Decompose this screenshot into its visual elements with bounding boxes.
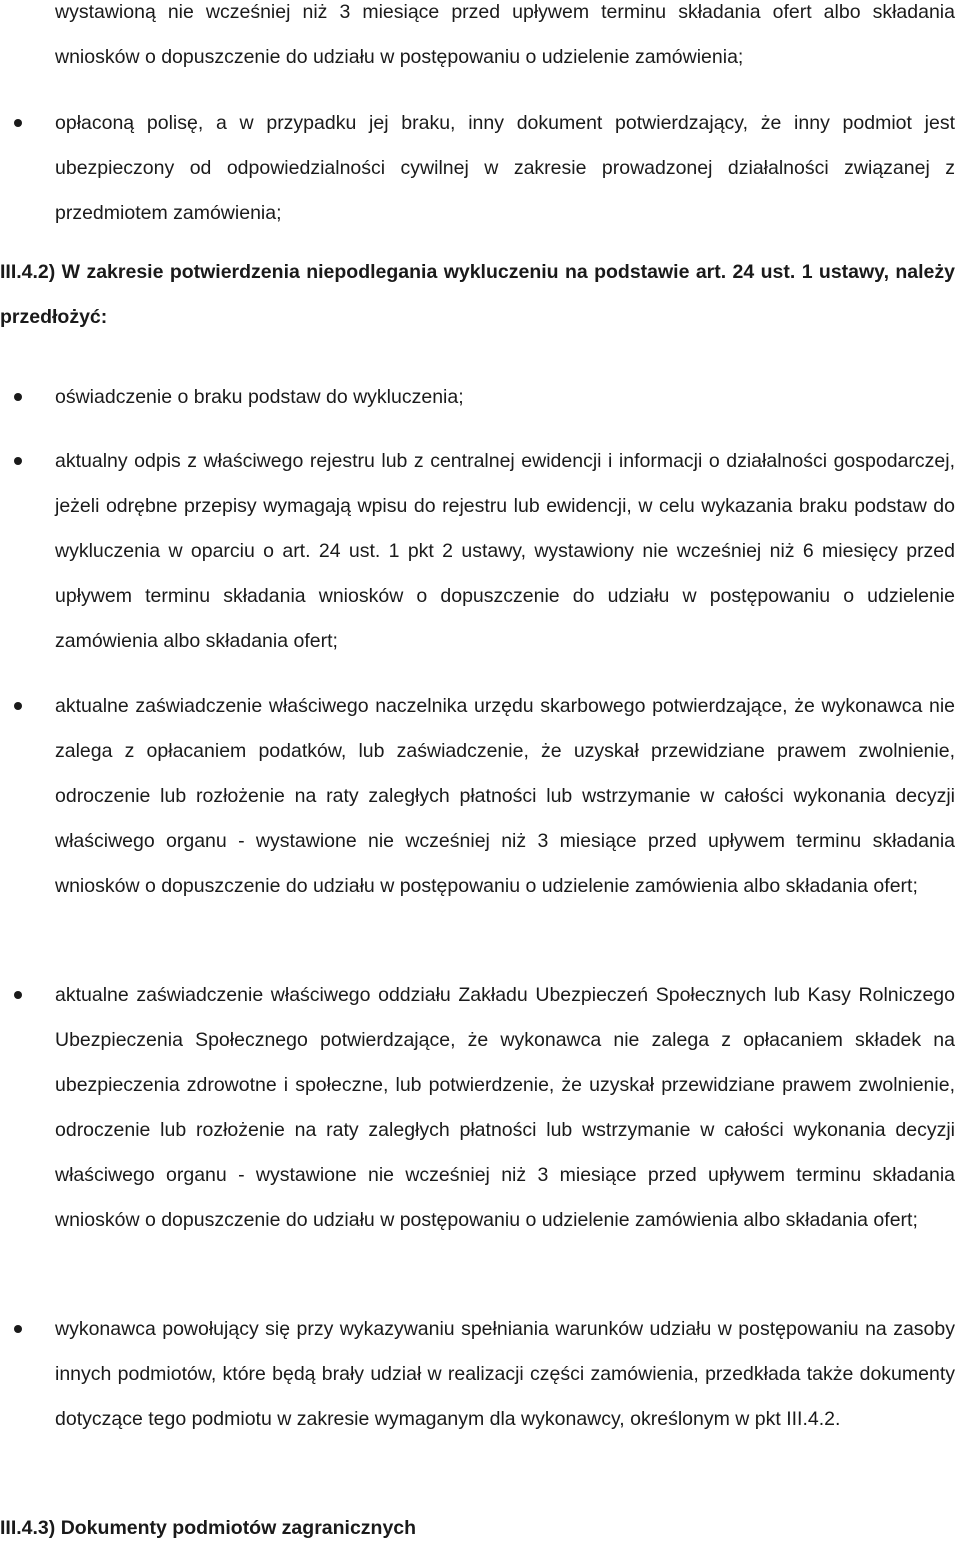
- bullet-icon: [14, 119, 22, 127]
- list-item: aktualne zaświadczenie właściwego oddziału Zakładu Ubezpieczeń Społecznych lub Kasy Rolniczego Ubezpieczenia Społecznego potwierdzające, że wykonawca nie zalega z opłacaniem składek na ubezpieczenia zdrowotne i społeczne, lub potwierdzenie, że uzyskał przewidziane prawem zwolnienie, odroczenie lub rozłożenie na raty zaległych płatności lub wstrzymanie w całości wykonania decyzji właściwego organu - wystawione nie wcześniej niż 3 miesiące przed upływem terminu składania wniosków o dopuszczenie do udziału w postępowaniu o udzielenie zamówienia albo składania ofert;: [55, 984, 955, 1231]
- list-item-policy: opłaconą polisę, a w przypadku jej braku, inny dokument potwierdzający, że inny podmiot jest ubezpieczony od odpowiedzialności cywilnej w zakresie prowadzonej działalności związanej z przedmiotem zamówienia;: [55, 112, 955, 224]
- continuation-paragraph: wystawioną nie wcześniej niż 3 miesiące przed upływem terminu składania ofert albo składania wniosków o dopuszczenie do udziału w postępowaniu o udzielenie zamówienia;: [55, 1, 955, 68]
- list-item: wykonawca powołujący się przy wykazywaniu spełniania warunków udziału w postępowaniu na zasoby innych podmiotów, które będą brały udział w realizacji części zamówienia, przedkłada także dokumenty dotyczące tego podmiotu w zakresie wymaganym dla wykonawcy, określonym w pkt III.4.2.: [55, 1318, 955, 1430]
- list-item: aktualny odpis z właściwego rejestru lub z centralnej ewidencji i informacji o działalności gospodarczej, jeżeli odrębne przepisy wymagają wpisu do rejestru lub ewidencji, w celu wykazania braku podstaw do wykluczenia w oparciu o art. 24 ust. 1 pkt 2 ustawy, wystawiony nie wcześniej niż 6 miesięcy przed upływem terminu składania wniosków o dopuszczenie do udziału w postępowaniu o udzielenie zamówienia albo składania ofert;: [55, 450, 955, 652]
- list-item: oświadczenie o braku podstaw do wykluczenia;: [55, 386, 464, 408]
- bullet-icon: [14, 702, 22, 710]
- bullet-icon: [14, 393, 22, 401]
- section-heading-iii-4-2: III.4.2) W zakresie potwierdzenia niepodlegania wykluczeniu na podstawie art. 24 ust. 1 ustawy, należy przedłożyć:: [0, 261, 955, 328]
- bullet-icon: [14, 1325, 22, 1333]
- bullet-icon: [14, 457, 22, 465]
- section-heading-iii-4-3: III.4.3) Dokumenty podmiotów zagranicznych: [0, 1517, 417, 1539]
- list-item: aktualne zaświadczenie właściwego naczelnika urzędu skarbowego potwierdzające, że wykonawca nie zalega z opłacaniem podatków, lub zaświadczenie, że uzyskał przewidziane prawem zwolnienie, odroczenie lub rozłożenie na raty zaległych płatności lub wstrzymanie w całości wykonania decyzji właściwego organu - wystawione nie wcześniej niż 3 miesiące przed upływem terminu składania wniosków o dopuszczenie do udziału w postępowaniu o udzielenie zamówienia albo składania ofert;: [55, 695, 955, 897]
- bullet-icon: [14, 991, 22, 999]
